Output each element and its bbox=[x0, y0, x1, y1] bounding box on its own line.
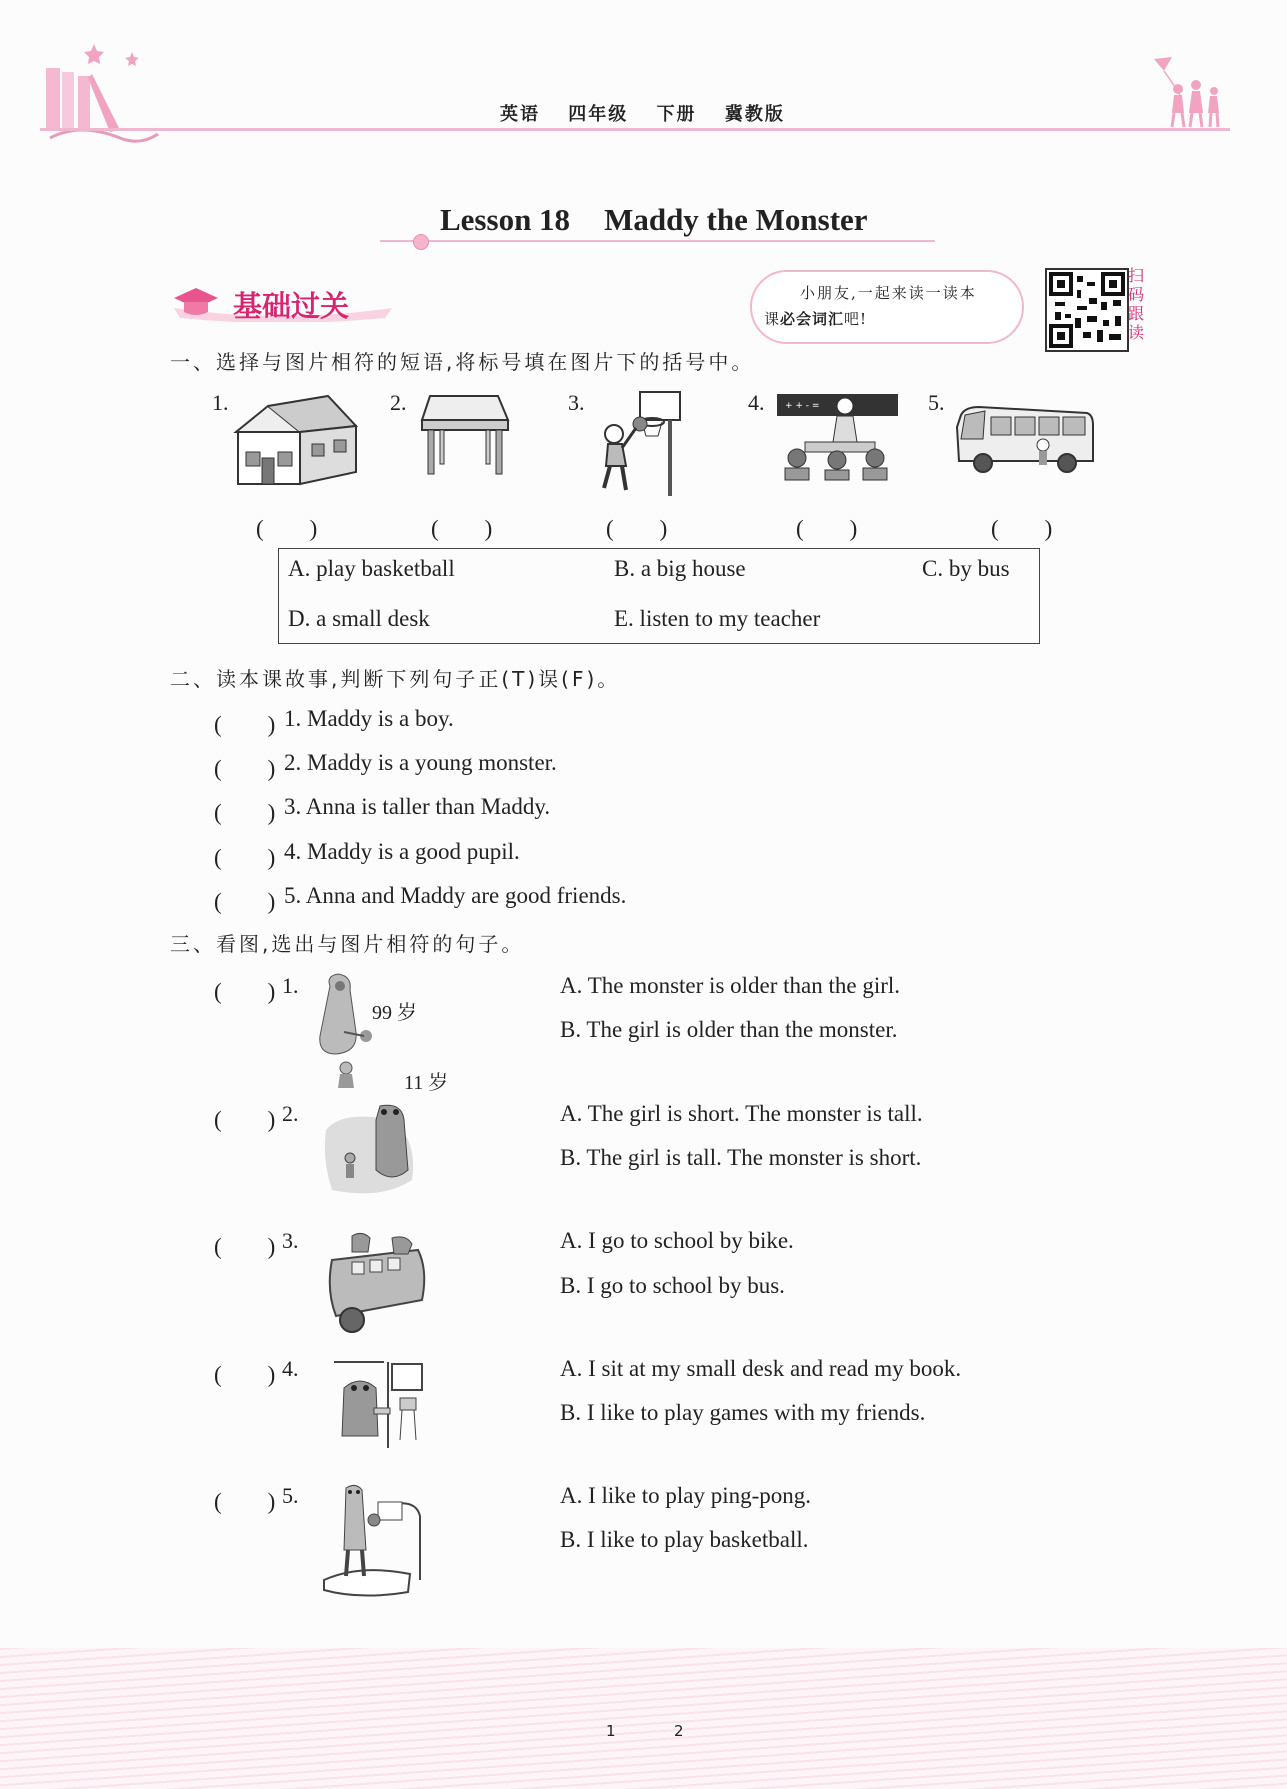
s1-item3-number: 3. bbox=[568, 390, 585, 415]
monster-girl-age-picture bbox=[316, 972, 396, 1092]
page-number-right: 2 bbox=[674, 1722, 684, 1740]
s3-item5-blank[interactable]: ( ) bbox=[214, 1489, 276, 1514]
page-number-left: 1 bbox=[606, 1722, 616, 1740]
monster-desk-picture bbox=[330, 1358, 440, 1458]
lesson-name: Maddy the Monster bbox=[604, 202, 868, 237]
title-dot-icon bbox=[413, 234, 429, 250]
s3-item4-number: 4. bbox=[282, 1356, 299, 1381]
section2-heading: 二、读本课故事,判断下列句子正(T)误(F)。 bbox=[170, 667, 621, 691]
house-picture bbox=[228, 392, 358, 488]
lesson-number: Lesson 18 bbox=[440, 202, 571, 237]
s1-item4-number: 4. bbox=[748, 390, 765, 415]
s2-item5-blank[interactable]: ( ) bbox=[214, 889, 276, 914]
s3-item2-option-b: B. The girl is tall. The monster is short. bbox=[560, 1145, 922, 1170]
s3-item3-blank[interactable]: ( ) bbox=[214, 1234, 276, 1259]
s3-item3-number: 3. bbox=[282, 1228, 299, 1253]
bubble-line1: 小朋友,一起来读一读本 bbox=[800, 284, 977, 302]
section-badge-label: 基础过关 bbox=[233, 289, 350, 323]
s3-item1-number: 1. bbox=[282, 973, 299, 998]
bubble-line2-post: 吧! bbox=[844, 310, 868, 328]
s1-item5-number: 5. bbox=[928, 390, 945, 415]
section3-heading: 三、看图,选出与图片相符的句子。 bbox=[170, 932, 525, 956]
s3-item3-option-b: B. I go to school by bus. bbox=[560, 1273, 785, 1298]
s3-item5-number: 5. bbox=[282, 1483, 299, 1508]
bubble-line2-pre: 课 bbox=[764, 310, 781, 328]
header-rule bbox=[40, 128, 1230, 131]
qr-caption: 扫码跟读 bbox=[1128, 266, 1145, 342]
s1-item1-answer-blank[interactable]: ( ) bbox=[256, 516, 318, 541]
s3-item1-option-b: B. The girl is older than the monster. bbox=[560, 1017, 898, 1042]
s2-item5-text: 5. Anna and Maddy are good friends. bbox=[284, 883, 627, 908]
monster-basketball-picture bbox=[320, 1480, 440, 1600]
s1-item3-answer-blank[interactable]: ( ) bbox=[606, 516, 668, 541]
s2-item4-text: 4. Maddy is a good pupil. bbox=[284, 839, 520, 864]
s3-item4-blank[interactable]: ( ) bbox=[214, 1362, 276, 1387]
lesson-title bbox=[440, 202, 868, 238]
s2-item1-blank[interactable]: ( ) bbox=[214, 712, 276, 737]
monster-tall-girl-picture bbox=[322, 1100, 422, 1200]
s1-item2-number: 2. bbox=[390, 390, 407, 415]
s3-item2-number: 2. bbox=[282, 1101, 299, 1126]
header-book-info bbox=[500, 100, 805, 126]
header-book-logo-icon bbox=[40, 38, 160, 150]
desk-picture bbox=[420, 392, 510, 478]
classroom-picture bbox=[775, 392, 900, 482]
section1-heading: 一、选择与图片相符的短语,将标号填在图片下的括号中。 bbox=[170, 350, 755, 374]
header-edition: 冀教版 bbox=[724, 104, 785, 125]
svg-text:+ + - =: + + - = bbox=[785, 401, 820, 411]
option-c: C. by bus bbox=[922, 556, 1010, 581]
option-b: B. a big house bbox=[614, 556, 746, 581]
s2-item3-blank[interactable]: ( ) bbox=[214, 800, 276, 825]
option-a: A. play basketball bbox=[288, 556, 455, 581]
qr-code-icon[interactable] bbox=[1045, 268, 1129, 352]
monster-bus-picture bbox=[322, 1230, 432, 1340]
s3-item2-blank[interactable]: ( ) bbox=[214, 1107, 276, 1132]
s2-item1-text: 1. Maddy is a boy. bbox=[284, 706, 454, 731]
bubble-line2-bold: 必会词汇 bbox=[780, 310, 845, 328]
s1-item5-answer-blank[interactable]: ( ) bbox=[991, 516, 1053, 541]
s3-item4-option-b: B. I like to play games with my friends. bbox=[560, 1400, 926, 1425]
s2-item3-text: 3. Anna is taller than Maddy. bbox=[284, 794, 551, 819]
s3-item2-option-a: A. The girl is short. The monster is tall. bbox=[560, 1101, 923, 1126]
s3-item1-option-a: A. The monster is older than the girl. bbox=[560, 973, 901, 998]
s3-item3-option-a: A. I go to school by bike. bbox=[560, 1228, 794, 1253]
s1-item4-answer-blank[interactable]: ( ) bbox=[796, 516, 858, 541]
header-term: 下册 bbox=[656, 104, 697, 125]
s1-item1-number: 1. bbox=[212, 390, 229, 415]
s1-item2-answer-blank[interactable]: ( ) bbox=[431, 516, 493, 541]
age-label-girl: 11 岁 bbox=[404, 1072, 449, 1094]
s2-item4-blank[interactable]: ( ) bbox=[214, 845, 276, 870]
s2-item2-blank[interactable]: ( ) bbox=[214, 756, 276, 781]
option-d: D. a small desk bbox=[288, 606, 430, 631]
title-underline bbox=[380, 240, 935, 242]
basketball-picture bbox=[590, 390, 690, 498]
s2-item2-text: 2. Maddy is a young monster. bbox=[284, 750, 557, 775]
s3-item5-option-b: B. I like to play basketball. bbox=[560, 1527, 809, 1552]
header-grade: 四年级 bbox=[568, 104, 629, 125]
bubble-line2 bbox=[764, 308, 867, 329]
header-subject: 英语 bbox=[500, 104, 540, 125]
s3-item5-option-a: A. I like to play ping-pong. bbox=[560, 1483, 812, 1508]
header-kids-kite-icon bbox=[1150, 55, 1230, 135]
age-label-monster: 99 岁 bbox=[372, 1002, 417, 1024]
bus-picture bbox=[955, 405, 1095, 477]
s3-item4-option-a: A. I sit at my small desk and read my book. bbox=[560, 1356, 962, 1381]
footer-band bbox=[0, 1648, 1287, 1789]
s3-item1-blank[interactable]: ( ) bbox=[214, 979, 276, 1004]
option-e: E. listen to my teacher bbox=[614, 606, 821, 631]
